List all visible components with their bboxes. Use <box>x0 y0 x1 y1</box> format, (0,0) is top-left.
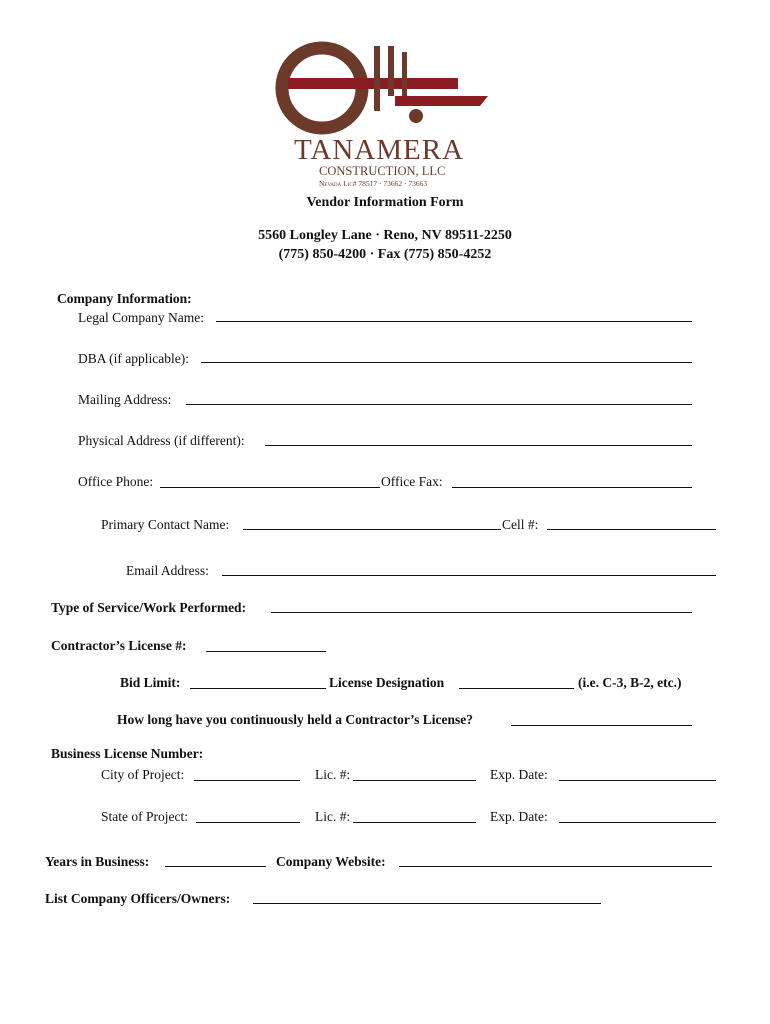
company-logo <box>270 38 500 190</box>
legal-name-field[interactable] <box>216 321 692 322</box>
license-duration-field[interactable] <box>511 725 692 726</box>
logo-subtitle: CONSTRUCTION, LLC <box>319 164 446 178</box>
bid-limit-label: Bid Limit: <box>120 675 181 690</box>
state-of-project-label: State of Project: <box>101 809 188 824</box>
bid-limit-field[interactable] <box>190 688 326 689</box>
license-duration-label: How long have you continuously held a Contractor’s License? <box>117 712 474 727</box>
business-license-heading: Business License Number: <box>51 746 204 761</box>
service-type-label: Type of Service/Work Performed: <box>51 600 247 615</box>
mailing-address-label: Mailing Address: <box>78 392 172 407</box>
contractor-license-label: Contractor’s License #: <box>51 638 187 653</box>
officers-owners-label: List Company Officers/Owners: <box>45 891 231 906</box>
primary-contact-field[interactable] <box>243 529 501 530</box>
logo-mark-icon <box>270 38 500 143</box>
city-lic-label: Lic. #: <box>315 767 351 782</box>
officers-owners-field[interactable] <box>253 903 601 904</box>
office-fax-field[interactable] <box>452 487 692 488</box>
mailing-address-field[interactable] <box>186 404 692 405</box>
city-of-project-label: City of Project: <box>101 767 185 782</box>
cell-field[interactable] <box>547 529 716 530</box>
email-field[interactable] <box>222 575 716 576</box>
state-exp-label: Exp. Date: <box>490 809 548 824</box>
logo-company-name: TANAMERA <box>294 134 465 166</box>
office-phone-field[interactable] <box>160 487 380 488</box>
logo-license-line: Nevada Lic# 78517 · 73662 · 73663 <box>319 179 428 188</box>
legal-name-label: Legal Company Name: <box>78 310 204 325</box>
company-info-heading: Company Information: <box>57 291 192 306</box>
state-exp-field[interactable] <box>559 822 716 823</box>
dba-field[interactable] <box>201 362 692 363</box>
dba-label: DBA (if applicable): <box>78 351 189 366</box>
office-fax-label: Office Fax: <box>381 474 443 489</box>
company-address: 5560 Longley Lane · Reno, NV 89511-2250 <box>258 228 512 243</box>
state-lic-label: Lic. #: <box>315 809 351 824</box>
state-lic-field[interactable] <box>353 822 476 823</box>
city-exp-field[interactable] <box>559 780 716 781</box>
physical-address-field[interactable] <box>265 445 692 446</box>
company-phone-fax: (775) 850-4200 · Fax (775) 850-4252 <box>278 247 492 262</box>
years-in-business-field[interactable] <box>165 866 266 867</box>
city-lic-field[interactable] <box>353 780 476 781</box>
cell-label: Cell #: <box>502 517 539 532</box>
contractor-license-field[interactable] <box>206 651 326 652</box>
years-in-business-label: Years in Business: <box>45 854 150 869</box>
license-designation-field[interactable] <box>459 688 574 689</box>
city-exp-label: Exp. Date: <box>490 767 548 782</box>
license-designation-label: License Designation <box>329 675 445 690</box>
physical-address-label: Physical Address (if different): <box>78 433 245 448</box>
service-type-field[interactable] <box>271 612 692 613</box>
company-website-label: Company Website: <box>276 854 386 869</box>
primary-contact-label: Primary Contact Name: <box>101 517 230 532</box>
designation-hint: (i.e. C-3, B-2, etc.) <box>578 675 682 690</box>
email-label: Email Address: <box>126 563 209 578</box>
office-phone-label: Office Phone: <box>78 474 154 489</box>
form-title: Vendor Information Form <box>306 195 464 210</box>
company-website-field[interactable] <box>399 866 712 867</box>
state-of-project-field[interactable] <box>196 822 300 823</box>
city-of-project-field[interactable] <box>194 780 300 781</box>
